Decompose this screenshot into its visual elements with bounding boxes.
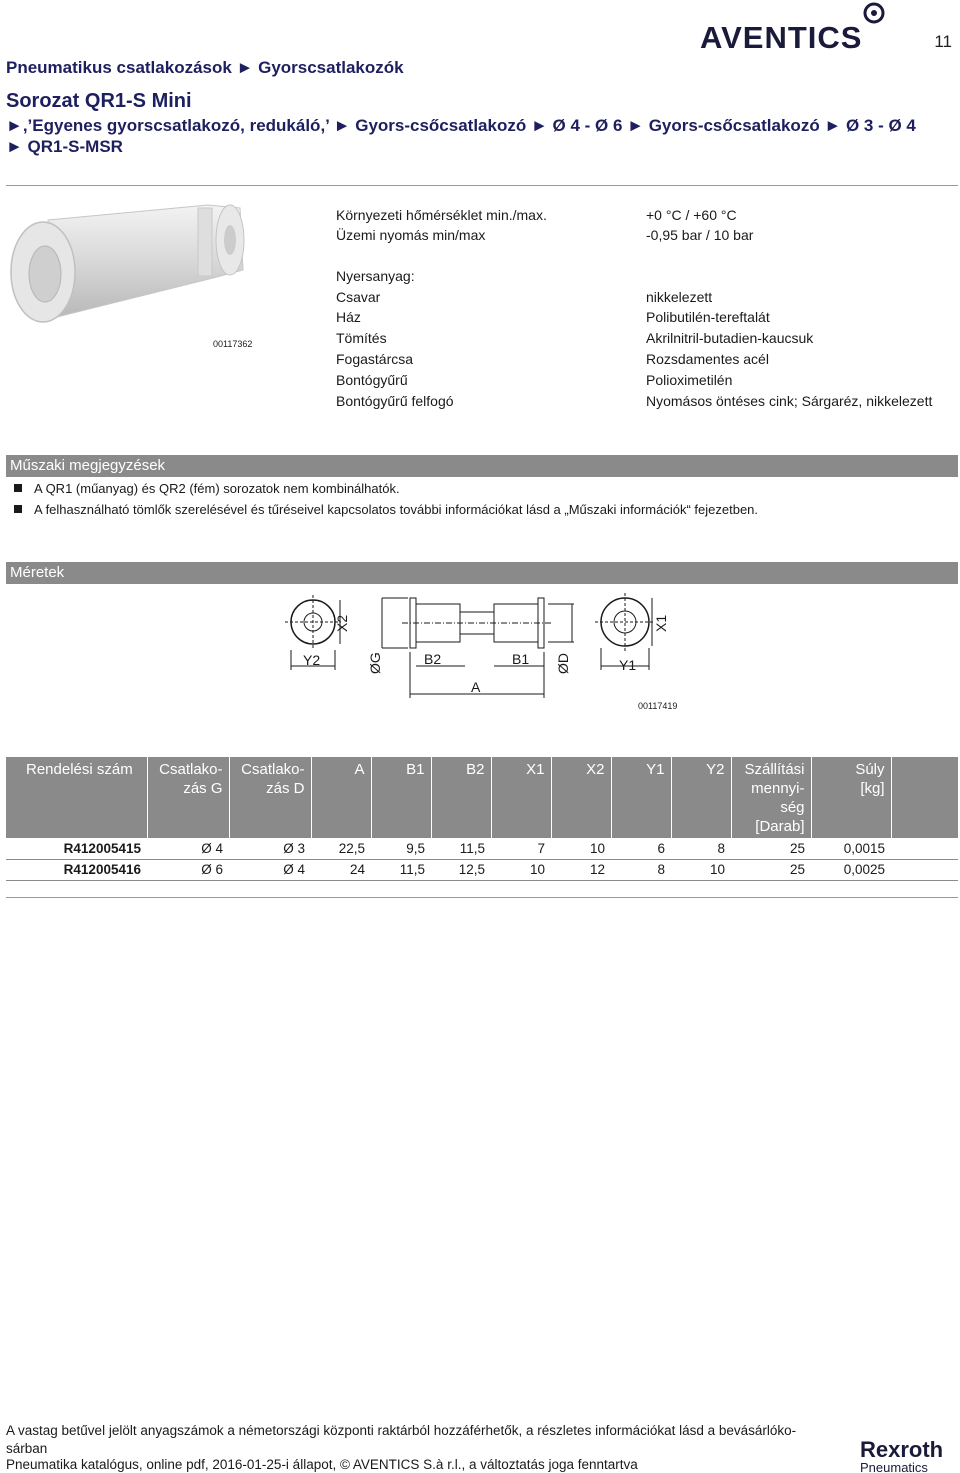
material-value: nikkelezett <box>646 289 713 305</box>
material-value: Nyomásos öntéses cink; Sárgaréz, nikkelezett <box>646 393 933 409</box>
material-value: Rozsdamentes acél <box>646 351 769 367</box>
col-header-y1: Y1 <box>611 757 671 838</box>
col-header-b1: B1 <box>371 757 431 838</box>
cell-b2: 12,5 <box>431 859 491 880</box>
cell-a: 22,5 <box>311 838 371 859</box>
col-header-weight: Súly [kg] <box>811 757 891 838</box>
col-header-x1: X1 <box>491 757 551 838</box>
material-label: Ház <box>336 309 361 325</box>
product-image-code: 00117362 <box>213 339 253 349</box>
col-header-port-g: Csatlako- zás G <box>147 757 229 838</box>
cell-port-g: Ø 6 <box>147 859 229 880</box>
col-header-order-number: Rendelési szám <box>6 757 147 838</box>
bullet-icon <box>14 505 22 513</box>
table-header-row <box>6 757 958 838</box>
material-label: Csavar <box>336 289 381 305</box>
cell-y1: 6 <box>611 838 671 859</box>
order-table <box>6 757 958 881</box>
pressure-label: Üzemi nyomás min/max <box>336 227 486 243</box>
cell-quantity: 25 <box>731 838 811 859</box>
cell-quantity: 25 <box>731 859 811 880</box>
rexroth-logo: Rexroth <box>860 1437 944 1462</box>
cell-y2: 8 <box>671 838 731 859</box>
col-header-x2: X2 <box>551 757 611 838</box>
logo-text: AVENTICS <box>700 20 863 55</box>
cell-weight: 0,0015 <box>811 838 891 859</box>
cell-x1: 10 <box>491 859 551 880</box>
cell-x1: 7 <box>491 838 551 859</box>
dimension-drawing <box>280 590 700 715</box>
drawing-code: 00117419 <box>638 701 678 711</box>
material-value: Polibutilén-tereftalát <box>646 309 770 325</box>
cell-y1: 8 <box>611 859 671 880</box>
dim-y1-label: Y1 <box>619 657 637 673</box>
dim-og-label: ØG <box>367 652 383 674</box>
cell-b1: 11,5 <box>371 859 431 880</box>
cell-x2: 10 <box>551 838 611 859</box>
rexroth-subtitle: Pneumatics <box>860 1460 928 1473</box>
note-item <box>14 502 758 517</box>
footer-catalog-line: Pneumatika katalógus, online pdf, 2016-01-25-i állapot, © AVENTICS S.à r.l., a változtatás joga fenntartva <box>6 1457 638 1472</box>
col-header-a: A <box>311 757 371 838</box>
page-number: 11 <box>934 32 952 51</box>
col-header-port-d: Csatlako- zás D <box>229 757 311 838</box>
breadcrumb: Pneumatikus csatlakozások ► Gyorscsatlakozók <box>6 58 404 77</box>
note-text: A QR1 (műanyag) és QR2 (fém) sorozatok nem kombinálhatók. <box>34 481 400 496</box>
category-line-1: ►,’Egyenes gyorscsatlakozó, redukáló,’ ► Gyors-csőcsatlakozó ► Ø 4 - Ø 6 ► Gyors-csőcsatlakozó ► Ø 3 - Ø 4 <box>6 116 916 135</box>
material-heading: Nyersanyag: <box>336 268 415 284</box>
notes-section-title: Műszaki megjegyzések <box>6 455 958 477</box>
dim-a-label: A <box>471 679 481 695</box>
material-value: Polioximetilén <box>646 372 733 388</box>
cell-b2: 11,5 <box>431 838 491 859</box>
dim-b2-label: B2 <box>424 651 442 667</box>
cell-order-number: R412005415 <box>6 838 147 859</box>
series-title: Sorozat QR1-S Mini <box>6 90 192 112</box>
material-label: Bontógyűrű <box>336 372 408 388</box>
table-row <box>6 838 958 859</box>
cell-b1: 9,5 <box>371 838 431 859</box>
cell-order-number: R412005416 <box>6 859 147 880</box>
aventics-logo <box>700 0 890 56</box>
col-header-spacer <box>891 757 958 838</box>
note-item <box>14 481 400 496</box>
col-header-b2: B2 <box>431 757 491 838</box>
temp-value: +0 °C / +60 °C <box>646 207 737 223</box>
dim-b1-label: B1 <box>512 651 530 667</box>
dimensions-section-title: Méretek <box>6 562 958 584</box>
product-image <box>8 200 248 330</box>
cell-port-d: Ø 3 <box>229 838 311 859</box>
note-text: A felhasználható tömlők szerelésével és tűréseivel kapcsolatos további információkat lásd a „Műszaki információk“ fejezetben. <box>34 502 759 517</box>
material-label: Fogastárcsa <box>336 351 414 367</box>
dim-y2-label: Y2 <box>303 652 321 668</box>
cell-port-d: Ø 4 <box>229 859 311 880</box>
footer-note-line-1: A vastag betűvel jelölt anyagszámok a németországi központi raktárból hozzáférhetők, a részletes információkat lásd a bevásárlókо- <box>6 1423 797 1438</box>
cell-y2: 10 <box>671 859 731 880</box>
header-divider <box>6 185 958 186</box>
footer-note-line-2: sárban <box>6 1441 48 1456</box>
dim-od-label: ØD <box>555 653 571 674</box>
dim-x1-label: X1 <box>653 614 669 632</box>
table-row <box>6 859 958 880</box>
temp-label: Környezeti hőmérséklet min./max. <box>336 207 547 223</box>
cell-port-g: Ø 4 <box>147 838 229 859</box>
col-header-quantity: Szállítási mennyi- ség [Darab] <box>731 757 811 838</box>
table-bottom-divider <box>6 897 958 898</box>
material-label: Tömítés <box>336 330 387 346</box>
cell-weight: 0,0025 <box>811 859 891 880</box>
cell-spacer <box>891 859 958 880</box>
col-header-y2: Y2 <box>671 757 731 838</box>
cell-x2: 12 <box>551 859 611 880</box>
material-label: Bontógyűrű felfogó <box>336 393 454 409</box>
cell-spacer <box>891 838 958 859</box>
pressure-value: -0,95 bar / 10 bar <box>646 227 754 243</box>
category-line-2: ► QR1-S-MSR <box>6 137 123 156</box>
dim-x2-label: X2 <box>334 614 350 632</box>
material-value: Akrilnitril-butadien-kaucsuk <box>646 330 814 346</box>
cell-a: 24 <box>311 859 371 880</box>
bullet-icon <box>14 484 22 492</box>
